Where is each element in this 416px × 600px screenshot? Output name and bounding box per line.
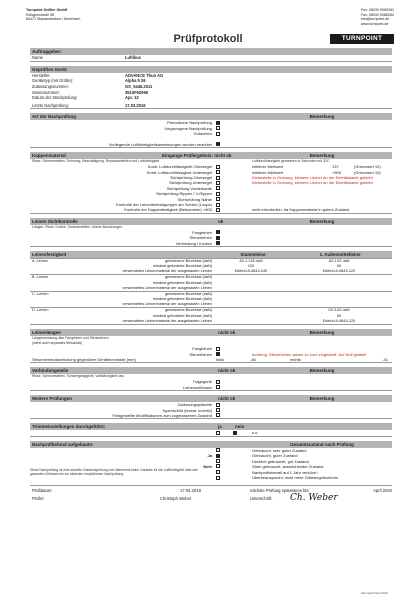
checkbox[interactable] bbox=[216, 208, 220, 212]
contact-email: info@turnpoint.de bbox=[360, 17, 390, 22]
checkbox[interactable] bbox=[216, 408, 220, 412]
checkbox[interactable] bbox=[216, 126, 220, 130]
owner-section bbox=[30, 48, 392, 62]
last-check-row: Letzte Nachprüfung: 17.03.2016 bbox=[32, 102, 146, 108]
checkbox[interactable] bbox=[216, 459, 220, 463]
section-header: Weitere Prüfungen nicht ok Bemerkung bbox=[30, 395, 392, 402]
inspection-kind-section: Art der Nachprüfung Bemerkung Periodische Nachprüfung Vorgezogene Nachprüfung Gutachten Vorliegende Lufttüchtigkeitsanweisungen wurden beachtet bbox=[30, 113, 392, 148]
line-group-d: D -Leinen gemessene Bruchlast (daN) D2:3.62 daN mindest geforderte Bruchlast (daN) 60 verwendetes Leinenmaterial der ausgebauten Leinen Edelrid A-6843-120 bbox=[30, 307, 392, 324]
checkbox-checked[interactable] bbox=[216, 142, 220, 146]
owner-name-label: Name bbox=[32, 55, 43, 61]
checkbox[interactable] bbox=[216, 181, 220, 185]
section-header: Art der Nachprüfung Bemerkung bbox=[30, 113, 392, 120]
checkbox[interactable] bbox=[216, 464, 220, 468]
contact-fax: Fax: 08030 9088284 bbox=[360, 12, 394, 17]
airworthiness-section: Nachprüfbefund aufgebaute: Gesamtzustand nach Prüfung Gebraucht, sehr guter Zustand Ja Gebraucht, guter Zustand Deutlich gebraucht, gut Zustand Nein Stark gebraucht, ausreichender Zustand Diese Nachprüfung ist eine aktuelle Zustandsprüfung und übernimmt keine Garantie für die Lufttüchtigkeit über den gesamten Zeitraum bis zur nächsten empfohlenen Nachprüfung Nachprüfintervall auf 1 Jahr verkürzt ! Überbeanspurcht, nicht mehr Gütesiegelkonform bbox=[30, 441, 392, 481]
stamp-label: Stempel/Unterschrift bbox=[360, 591, 388, 596]
line-group-a: A -Leinen gemessene Bruchlast (daN) A1:1.135 daN A2:1.52 daN mindest geforderte Bruchlast (daN) 120 60 verwendetes Leinenmaterial der ausgebauten Leinen Edelrid A-6843-240 Edelrid A-6843-120 bbox=[30, 258, 392, 275]
section-header: Leinen Sichtkontrolle ok Bemerkung bbox=[30, 218, 392, 225]
contact-web: www.turnpoint.de bbox=[360, 22, 389, 27]
checkbox[interactable] bbox=[216, 448, 220, 452]
lines-length-section: Leinenlängen nicht ok Bemerkung Längenmessung aller Fangleinen und Steuerleinen (siehe auch separates Messblatt) Fangleinen Steuerleinen Achtung: Steuerleinen waren zu kurz eingestellt. Auf Null gestellt Steuerleinenabweichung gegenüber Gerätekennblatt [mm] links -46 rechts -41 bbox=[30, 329, 392, 363]
section-header: Nachprüfbefund aufgebaute: Gesamtzustand nach Prüfung bbox=[30, 441, 392, 448]
checkbox[interactable] bbox=[216, 347, 220, 351]
checkbox-checked[interactable] bbox=[216, 352, 220, 356]
checkbox[interactable] bbox=[216, 170, 220, 174]
page-title: Prüfprotokoll bbox=[173, 33, 243, 45]
line-group-b: B -Leinen gemessene Bruchlast (daN) mindest geforderte Bruchlast (daN) verwendetes Leinenmaterial der ausgebauten Leinen bbox=[30, 274, 392, 291]
owner-name-value: Luftikus bbox=[125, 55, 141, 61]
checkbox-checked[interactable] bbox=[216, 241, 220, 245]
checkbox-checked[interactable] bbox=[216, 454, 220, 458]
checkbox[interactable] bbox=[216, 431, 220, 435]
checkbox[interactable] bbox=[216, 186, 220, 190]
checkbox[interactable] bbox=[216, 403, 220, 407]
checkbox[interactable] bbox=[216, 203, 220, 207]
checkbox[interactable] bbox=[216, 176, 220, 180]
date-row: Prüfdatum: 17.04.2018 nächste Prüfung spätestens bis: April 2020 bbox=[32, 487, 392, 493]
device-row: Zulassungsnummer: GS_0446.2011 bbox=[32, 84, 153, 90]
device-row: Hersteller: ADVANCE Thun AG bbox=[32, 72, 164, 78]
section-header: Leinenlängen nicht ok Bemerkung bbox=[30, 329, 392, 336]
signature: Ch. Weber bbox=[290, 492, 338, 503]
brand-logo: TURNPOINT bbox=[330, 34, 394, 44]
checkbox[interactable] bbox=[216, 380, 220, 384]
device-section bbox=[30, 66, 392, 110]
checkbox[interactable] bbox=[216, 132, 220, 136]
lines-strength-section bbox=[30, 251, 392, 325]
checkbox-checked[interactable] bbox=[216, 230, 220, 234]
section-header: Kappenmaterial Eingangs-Prüfergebnis: nicht ok Bemerkung bbox=[30, 152, 392, 159]
checkbox-checked[interactable] bbox=[233, 431, 237, 435]
checkbox[interactable] bbox=[216, 470, 220, 474]
report-body bbox=[30, 48, 392, 504]
checkbox[interactable] bbox=[216, 385, 220, 389]
device-row: Seriennummer: 3510F62095 bbox=[32, 89, 148, 95]
further-checks-section: Weitere Prüfungen nicht ok Bemerkung Zulassungsplakette Typenschild (lesbar, korrekt) Festgestellte Modifikationen zum zugelassenen Zustand bbox=[30, 395, 392, 419]
section-header: Auftraggeber: bbox=[30, 48, 392, 55]
checkbox[interactable] bbox=[216, 165, 220, 169]
section-header: Geprüftes Gerät: bbox=[30, 66, 392, 73]
section-header: Leinenfestigkeit Stammleine 1. Außenmittelleine bbox=[30, 251, 392, 258]
device-row: Gerätetyp (mit Größe): Alpha 5 26 bbox=[32, 78, 146, 84]
lines-visual-section: Leinen Sichtkontrolle ok Bemerkung Längen, Risse, Knicke, Scheuerstellen, ebene Abnutzungen Fangleinen Steuerleinen Verbindung / Knoten bbox=[30, 218, 392, 247]
company-address bbox=[26, 8, 80, 22]
contact-phone: Fon: 08030 9080261 bbox=[360, 8, 394, 12]
checkbox[interactable] bbox=[216, 197, 220, 201]
checkbox-checked[interactable] bbox=[216, 236, 220, 240]
section-header: Trimmeinstellungen durchgeführt: ja nein bbox=[30, 423, 392, 430]
device-row: Datum der Stückprüfung: Apr. 12 bbox=[32, 95, 139, 101]
company-name: Turnpoint Seilfier GmbH bbox=[26, 8, 68, 12]
signature-row: Prüfer: Christoph Weber Unterschrift: Ch. Weber bbox=[32, 492, 338, 503]
trim-section: Trimmeinstellungen durchgeführt: ja nein s.o. bbox=[30, 423, 392, 436]
checkbox-checked[interactable] bbox=[216, 121, 220, 125]
canopy-section: Kappenmaterial Eingangs-Prüfergebnis: nicht ok Bemerkung Risse, Scheuerstellen, Dehnung, Beschädigung, Reparaturstellen und Lufttüchtigkeit Luftdurchlässigkeit gemessen in Sekunden mit JDC Kontr. Luftdurchlässigkeit Obersegel mittlerer Meßwert 137 (Grenzwert 10) Kontr. Luftdurchlässigkeit Untersegel mittlerer Meßwert >500 (Grenzwert 10) Sichtprüfung Obersegel Klebestelle in Ordnung, kleinere Löcher an der Eintrittskante geklebt Sichtprüfung Untersegel Klebestelle in Ordnung, kleinere Löcher an der Eintrittskante geklebt Sichtprüfung Vorderkante Sichtprüfung Rippen / V-Rippen Sichtprüfung Nähte Kontrolle der Leinenbefestigungen am Schirm (Loops) Kontrolle der Kappenfestigkeit (Betsometer) >600 nicht erforderlich, da Kappenmaterial in gutem Zustand bbox=[30, 152, 392, 214]
company-street: Edisgenstraße 58 bbox=[26, 12, 55, 17]
company-city: 84471 Steplandstdorn / Beierbach bbox=[26, 17, 81, 22]
section-header: Verbindungsteile nicht ok Bemerkung bbox=[30, 367, 392, 374]
line-group-c: C -Leinen gemessene Bruchlast (daN) mindest geforderte Bruchlast (daN) verwendetes Leinenmaterial der ausgebauten Leinen bbox=[30, 291, 392, 308]
connectors-section: Verbindungsteile nicht ok Bemerkung Risse, Scheuerstellen, Schwergängigkeit, Vollständigkeit usw. Tragegurte Leinenschlösser bbox=[30, 367, 392, 391]
company-contact bbox=[361, 8, 394, 27]
checkbox[interactable] bbox=[216, 192, 220, 196]
checkbox[interactable] bbox=[216, 413, 220, 417]
checkbox[interactable] bbox=[216, 476, 220, 480]
